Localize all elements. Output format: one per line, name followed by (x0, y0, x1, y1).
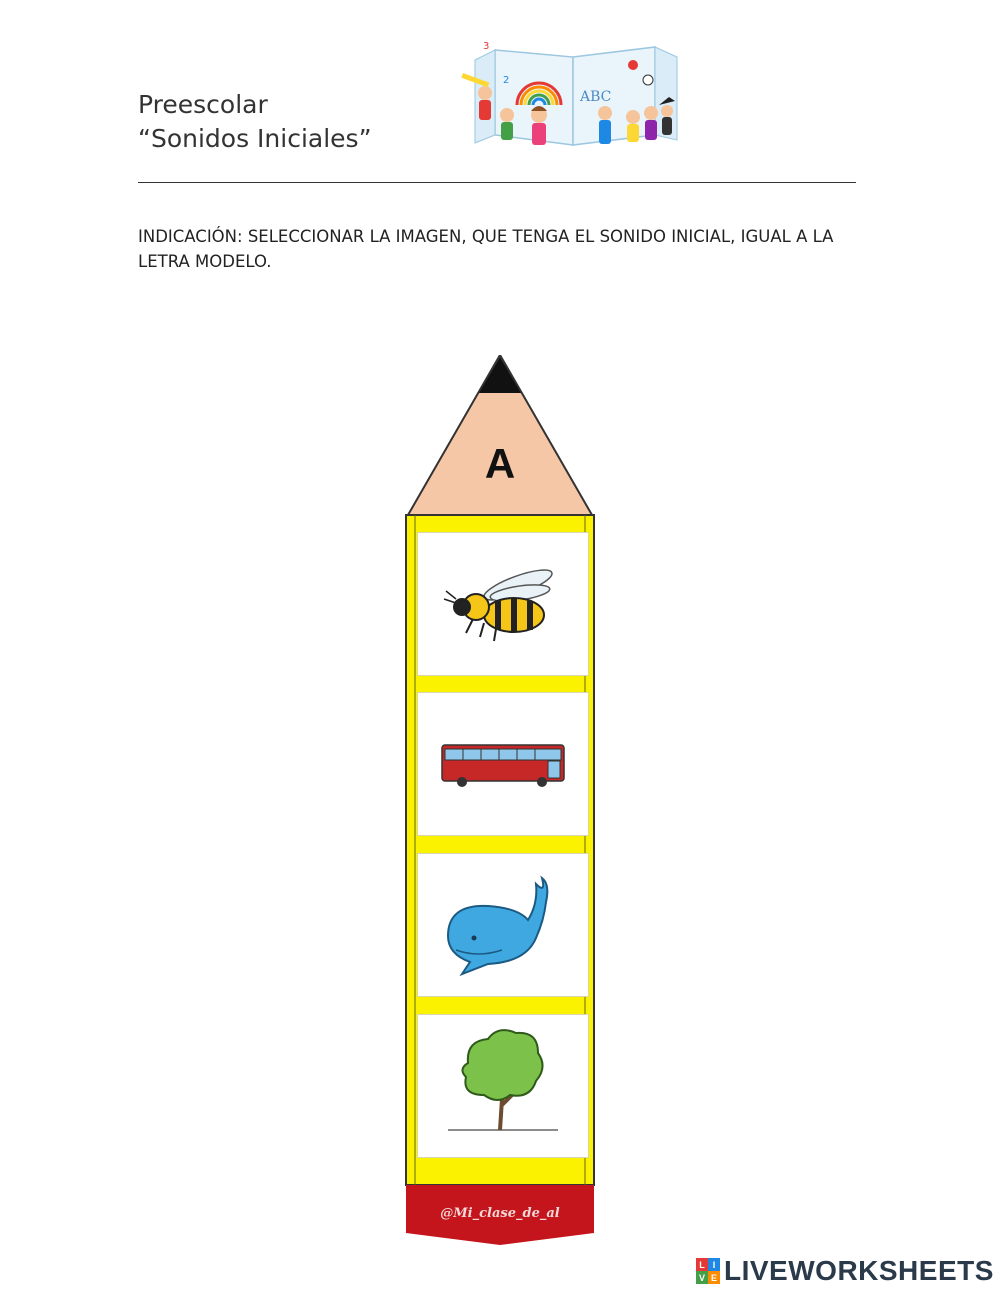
header-rule (138, 182, 856, 183)
book-children-illustration (455, 35, 695, 160)
liveworksheets-logo (696, 1255, 994, 1287)
option-card-tree[interactable] (417, 1014, 589, 1158)
bee-icon (418, 533, 590, 677)
tree-icon (418, 1015, 590, 1159)
svg-text:ABC: ABC (580, 89, 612, 105)
whale-icon (418, 854, 590, 998)
badge-letter: E (708, 1271, 720, 1284)
badge-letter: V (696, 1271, 708, 1284)
bus-icon (418, 693, 590, 837)
title-line2: “Sonidos Iniciales” (138, 124, 372, 153)
title-line1: Preescolar (138, 90, 268, 119)
svg-text:2: 2 (503, 75, 510, 86)
pencil-watermark: @Mi_clase_de_al (440, 1206, 560, 1221)
option-card-bus[interactable] (417, 692, 589, 836)
instruction-text: INDICACIÓN: SELECCIONAR LA IMAGEN, QUE TENGA EL SONIDO INICIAL, IGUAL A LA LETRA MODELO. (138, 227, 834, 271)
live-badge-icon (696, 1258, 720, 1284)
brand-name: LIVEWORKSHEETS (724, 1255, 994, 1286)
option-card-whale[interactable] (417, 853, 589, 997)
model-letter: A (484, 440, 516, 487)
svg-text:3: 3 (483, 41, 490, 52)
badge-letter: L (696, 1258, 708, 1271)
badge-letter: I (708, 1258, 720, 1271)
option-card-bee[interactable] (417, 532, 589, 676)
